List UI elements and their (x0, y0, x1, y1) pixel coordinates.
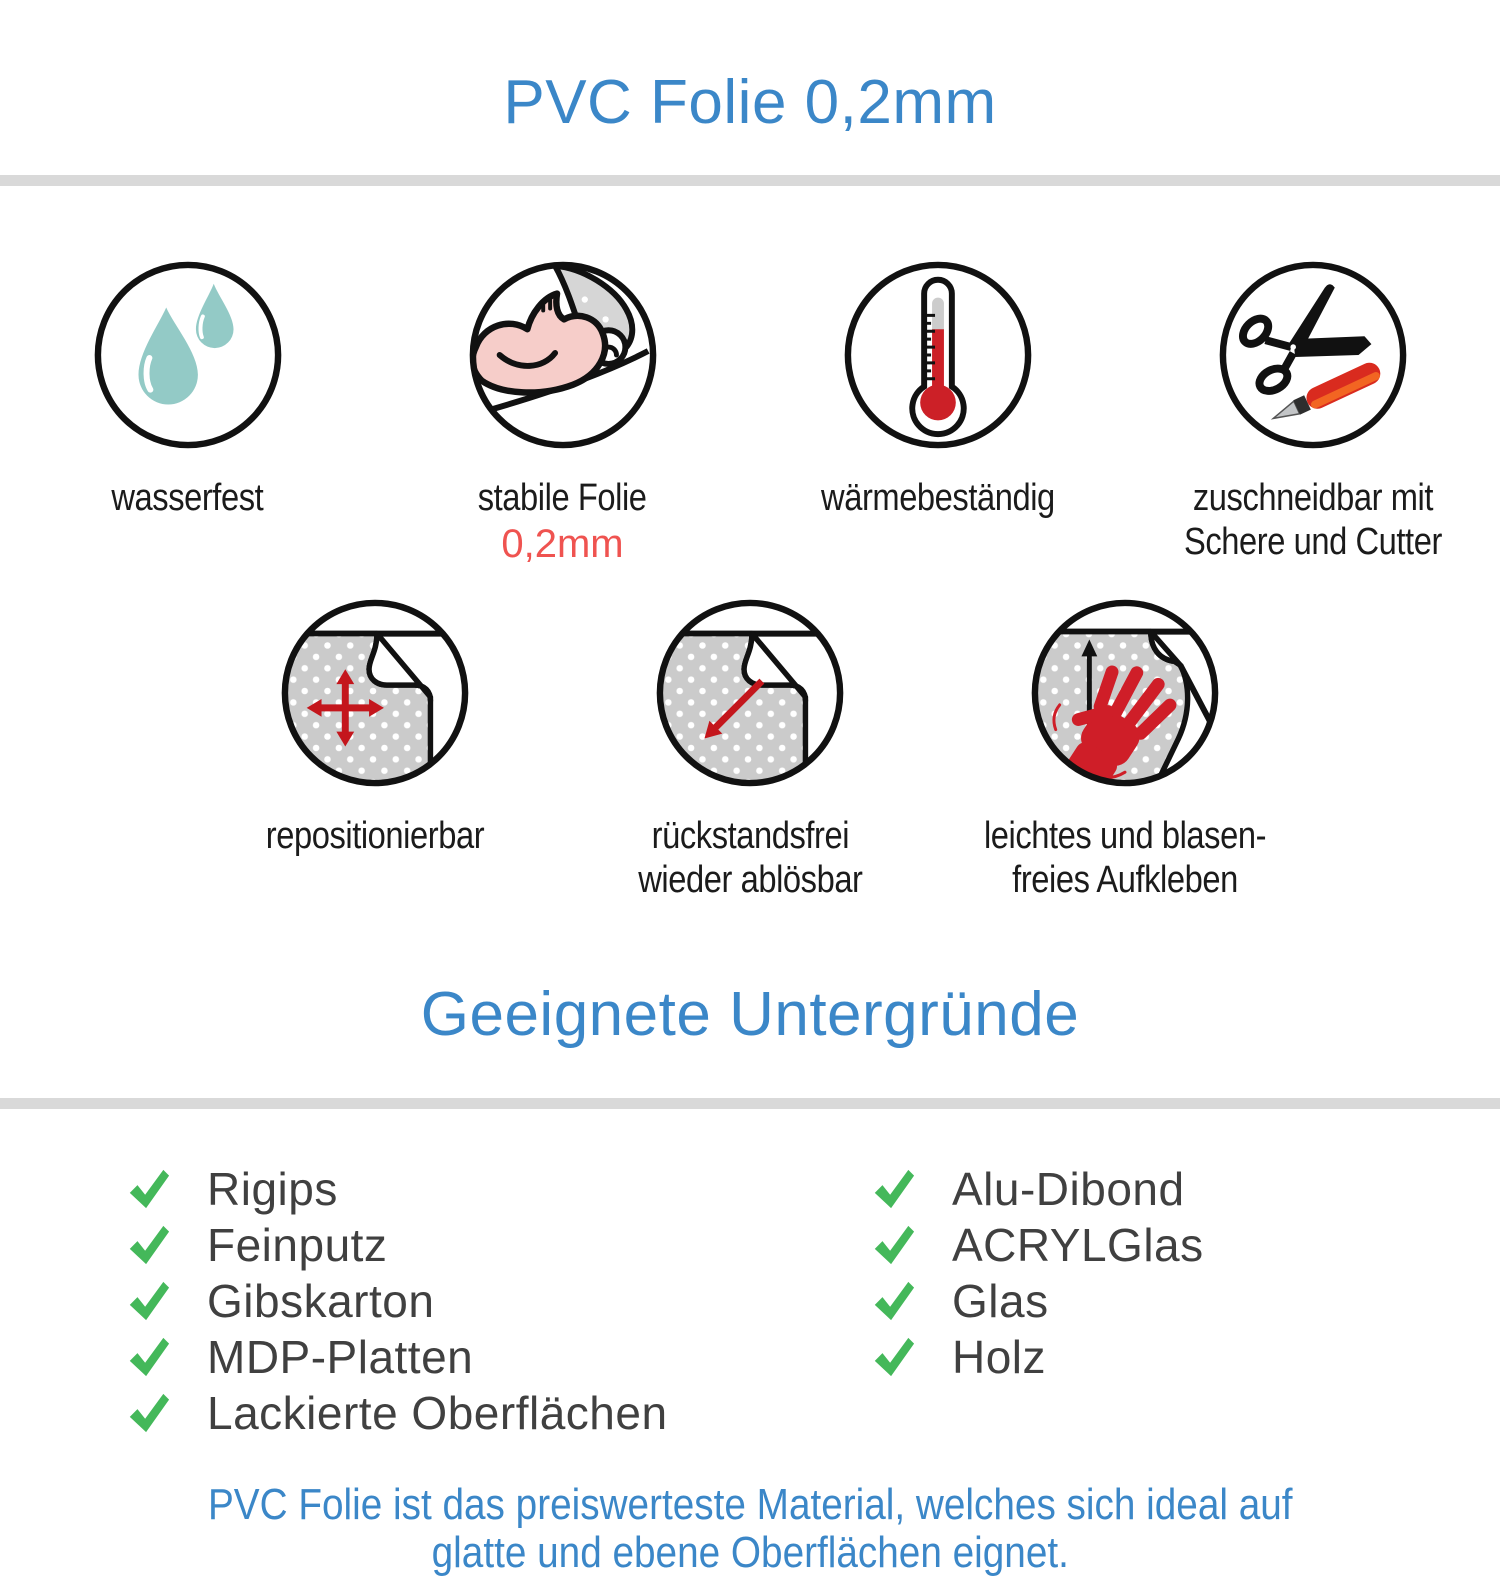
move-arrows-foil-icon (276, 594, 474, 792)
list-item (125, 1273, 785, 1329)
surface-label: Alu-Dibond (952, 1162, 1185, 1215)
feature-row-1 (0, 256, 1500, 566)
list-item (125, 1217, 785, 1273)
check-icon (870, 1334, 916, 1380)
surfaces-column-right (785, 1161, 1204, 1441)
surfaces-checklist (0, 1161, 1500, 1441)
list-item (125, 1161, 785, 1217)
check-icon (125, 1334, 171, 1380)
list-item (870, 1217, 1204, 1273)
feature-label: wasserfest (111, 477, 264, 520)
feature-item-repositionierbar (188, 594, 563, 902)
page-title: PVC Folie 0,2mm (503, 67, 997, 137)
check-icon (870, 1278, 916, 1324)
peel-arrow-foil-icon (651, 594, 849, 792)
surface-label: Rigips (207, 1162, 338, 1215)
divider (0, 175, 1500, 186)
water-drops-icon (89, 256, 287, 454)
surface-label: MDP-Platten (207, 1330, 474, 1383)
feature-item-waermebestaendig (750, 256, 1125, 566)
surface-label: Holz (952, 1330, 1047, 1383)
check-icon (125, 1222, 171, 1268)
footer-note (0, 1481, 1500, 1577)
scissors-cutter-icon (1214, 256, 1412, 454)
list-item (125, 1385, 785, 1441)
check-icon (870, 1222, 916, 1268)
feature-item-wasserfest (0, 256, 375, 566)
thickness-label: 0,2mm (501, 522, 624, 567)
feature-row-2 (0, 594, 1500, 902)
feature-item-blasenfrei (938, 594, 1313, 902)
surface-label: Lackierte Oberflächen (207, 1386, 668, 1439)
feature-label: zuschneidbar mit Schere und Cutter (1183, 477, 1442, 564)
feature-label: leichtes und blasen- freies Aufkleben (983, 815, 1267, 902)
feature-item-abloesbar (563, 594, 938, 902)
check-icon (125, 1166, 171, 1212)
list-item (870, 1329, 1204, 1385)
feature-label: repositionierbar (265, 815, 485, 858)
feature-item-stabile-folie (375, 256, 750, 566)
list-item (870, 1273, 1204, 1329)
infographic-page (0, 42, 1500, 1577)
list-item (870, 1161, 1204, 1217)
surface-label: Feinputz (207, 1218, 388, 1271)
surfaces-heading: Geeignete Untergründe (420, 980, 1080, 1050)
check-icon (125, 1390, 171, 1436)
divider (0, 1098, 1500, 1109)
surface-label: ACRYLGlas (952, 1218, 1204, 1271)
surfaces-column-left (125, 1161, 785, 1441)
feature-item-zuschneidbar (1125, 256, 1500, 566)
thermometer-icon (839, 256, 1037, 454)
surface-label: Gibskarton (207, 1274, 435, 1327)
muscle-foil-icon (464, 256, 662, 454)
footer-text: PVC Folie ist das preiswerteste Material, welches sich ideal auf glatte und ebene Oberflächen eignet. (207, 1479, 1293, 1577)
feature-label: stabile Folie (478, 477, 647, 520)
list-item (125, 1329, 785, 1385)
surface-label: Glas (952, 1274, 1049, 1327)
check-icon (125, 1278, 171, 1324)
feature-label: rückstandsfrei wieder ablösbar (637, 815, 863, 902)
check-icon (870, 1166, 916, 1212)
hand-smooth-foil-icon (1026, 594, 1224, 792)
feature-label: wärmebeständig (820, 477, 1055, 520)
